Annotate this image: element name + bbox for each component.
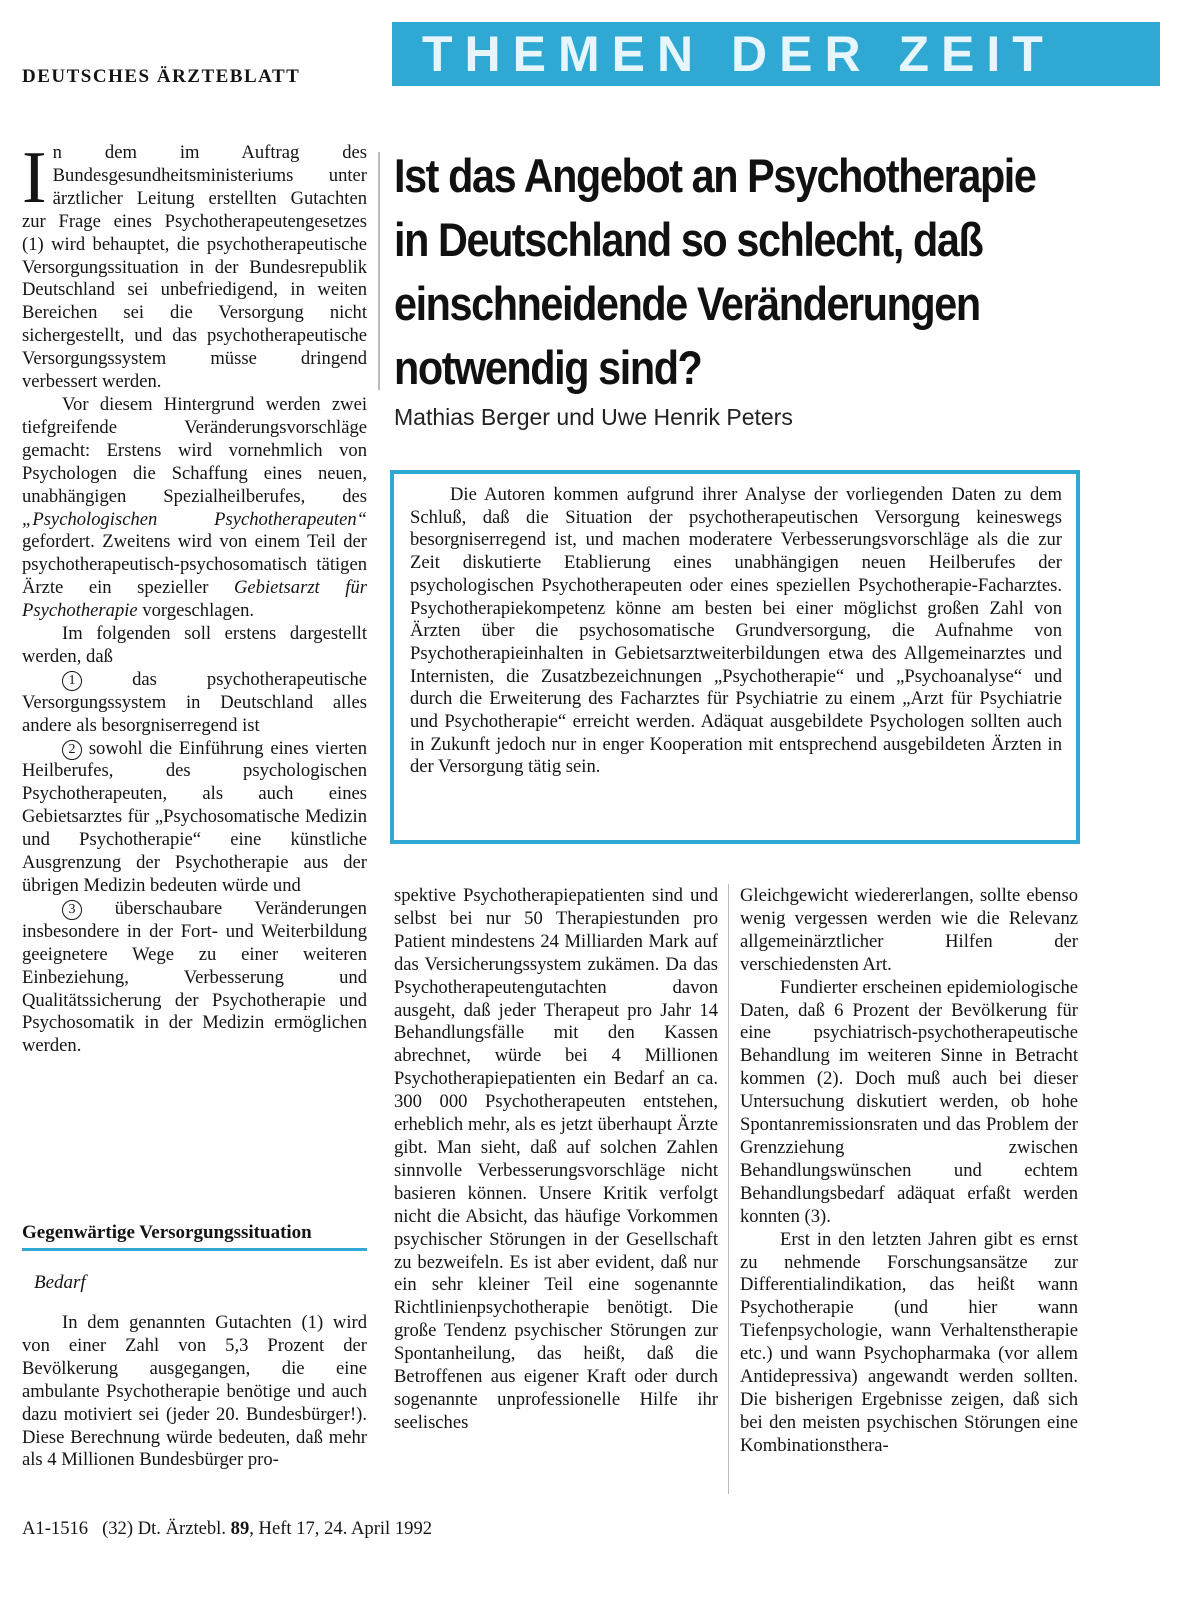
article-title: Ist das Angebot an Psychotherapie in Deutschland so schlecht, daß einschneidende Veränderungen notwendig sind? bbox=[394, 149, 1036, 394]
list-item bbox=[22, 669, 367, 738]
column-divider bbox=[728, 884, 729, 1494]
section-banner bbox=[392, 22, 1160, 86]
text-run: gefordert. Zweitens wird von einem Teil der psychotherapeutisch-psychosomatisch tätigen Ärzte ein spezieller bbox=[22, 531, 367, 599]
intro-column bbox=[22, 137, 367, 1058]
subsection-heading: Bedarf bbox=[34, 1272, 86, 1293]
page-number: A1-1516 bbox=[22, 1518, 89, 1539]
text-run: Vor diesem Hintergrund werden zwei tiefgreifende Veränderungsvorschläge gemacht: Erstens wird vornehmlich von Psychologen die Schaffung eines neuen, unabhängigen Spezialheilberufes, des bbox=[22, 393, 367, 507]
circled-number: 2 bbox=[62, 740, 82, 760]
intro-paragraph-3: Im folgenden soll erstens dargestellt werden, daß bbox=[22, 623, 367, 667]
list-item bbox=[22, 738, 367, 898]
column-divider bbox=[378, 152, 380, 390]
list-item-text: überschaubare Veränderungen insbesondere in der Fort- und Weiterbildung geeignetere Wege zu einer weiteren Einbeziehung, Verbesserung und Qualitätssicherung der Psychotherapie und Psychosomatik in der Medizin ermöglichen werden. bbox=[22, 897, 367, 1057]
abstract-text: Die Autoren kommen aufgrund ihrer Analyse der vorliegenden Daten zu dem Schluß, daß die Situation der psychotherapeutischen Versorgung keineswegs besorgniserregend ist, und machen moderatere Verbesserungsvorschläge als die zur Zeit diskutierte Etablierung eines unabhängigen neuen Heilberufes der psychologischen Psychotherapeuten oder eines speziellen Psychotherapie-Facharztes. Psychotherapiekompetenz könne am besten bei einer möglichst großen Zahl von Ärzten über die psychosomatische Grundversorgung, die Aufnahme von Psychotherapieinhalten in Gebietsarztweiterbildungen etwa des Allgemeinarztes und Internisten, die Zusatzbezeichnungen „Psychotherapie“ und „Psychoanalyse“ und durch die Erweiterung des Facharztes für Psychiatrie zu einem „Arzt für Psychiatrie und Psychotherapie“ erreicht werden. Adäquat ausgebildete Psychologen sollten auch in Zukunft jedoch nur in enger Kooperation mit entsprechend ausgebildeten Ärzten in der Versorgung tätig sein. bbox=[410, 484, 1062, 778]
journal-name: DEUTSCHES ÄRZTEBLATT bbox=[22, 66, 301, 87]
list-item-text: das psychotherapeutische Versorgungssystem in Deutschland alles andere als besorgniserregend ist bbox=[22, 668, 367, 736]
circled-number: 3 bbox=[62, 900, 82, 920]
page-footer bbox=[22, 1518, 432, 1540]
emphasis-run: „Psychologischen Psychotherapeuten“ bbox=[22, 508, 367, 530]
citation-text: (32) Dt. Ärztebl. bbox=[102, 1518, 231, 1539]
body-paragraph: Fundierter erscheinen epidemiologische Daten, daß 6 Prozent der Bevölkerung für eine psychiatrisch-psychotherapeutische Behandlung im weiteren Sinne in Betracht kommen (2). Doch muß auch bei dieser Untersuchung diskutiert werden, ob hohe Spontanremissionsraten und das Problem der Grenzziehung zwischen Behandlungswünschen und echtem Behandlungsbedarf adäquat erfaßt werden konnten (3). bbox=[740, 976, 1078, 1227]
citation-text: , Heft 17, 24. April 1992 bbox=[249, 1518, 433, 1539]
body-paragraph: Erst in den letzten Jahren gibt es ernst zu nehmende Forschungsansätze zur Differentialindikation, das heißt wann Psychotherapie (und hier wann Tiefenpsychologie, wann Verhaltenstherapie etc.) und wann Psychopharmaka (vor allem Antidepressiva) angewandt werden sollten. Die bisherigen Ergebnisse zeigen, daß sich bei den meisten psychischen Störungen eine Kombinationsthera- bbox=[740, 1228, 1078, 1456]
section-title: THEMEN DER ZEIT bbox=[422, 26, 1055, 82]
circled-number: 1 bbox=[62, 671, 82, 691]
intro-paragraph-1 bbox=[22, 137, 367, 394]
body-column-left bbox=[22, 1312, 367, 1472]
list-item bbox=[22, 898, 367, 1058]
body-column-middle bbox=[394, 885, 718, 1435]
drop-cap: I bbox=[22, 137, 47, 219]
volume-number: 89 bbox=[230, 1518, 250, 1539]
intro-paragraph-1-text: n dem im Auftrag des Bundesgesundheitsministeriums unter ärztlicher Leitung erstellten Gutachten zur Frage eines Psychotherapeutengesetzes (1) wird behauptet, die psychotherapeutische Versorgungssituation in der Bundesrepublik Deutschland sei unbefriedigend, in weiten Bereichen sei die Versorgung nicht sichergestellt, und das psychotherapeutische Versorgungssystem müsse dringend verbessert werden. bbox=[22, 142, 367, 393]
body-paragraph: In dem genannten Gutachten (1) wird von einer Zahl von 5,3 Prozent der Bevölkerung ausgegangen, die eine ambulante Psychotherapie benötige und auch dazu motiviert sei (jeder 20. Bundesbürger!). Diese Berechnung würde bedeuten, daß mehr als 4 Millionen Bundesbürger pro- bbox=[22, 1312, 367, 1471]
body-column-right bbox=[740, 885, 1078, 1458]
list-item-text: sowohl die Einführung eines vierten Heilberufes, des psychologischen Psychotherapeuten, als auch eines Gebietsarztes für „Psychosomatische Medizin und Psychotherapie“ eine künstliche Ausgrenzung der Psychotherapie aus der übrigen Medizin bedeuten würde und bbox=[22, 737, 367, 896]
emphasis-run: Gebietsarzt für Psychotherapie bbox=[22, 577, 367, 622]
body-paragraph: Gleichgewicht wiedererlangen, sollte ebenso wenig vergessen werden wie die Relevanz allgemeinärztlicher Hilfen der verschiedensten Art. bbox=[740, 885, 1078, 975]
heading-underline bbox=[22, 1248, 367, 1251]
text-run: vorgeschlagen. bbox=[137, 600, 255, 622]
body-paragraph: spektive Psychotherapiepatienten sind und selbst bei nur 50 Therapiestunden pro Patient mindestens 24 Milliarden Mark auf das Versicherungssystem zukämen. Da das Psychotherapeutengutachten davon ausgeht, daß jeder Therapeut pro Jahr 14 Behandlungsfälle mit den Kassen abrechnet, würde bei 4 Millionen Psychotherapiepatienten ein Bedarf an ca. 300 000 Psychotherapeuten entstehen, erheblich mehr, als es jetzt überhaupt Ärzte gibt. Man sieht, daß auf solchen Zahlen sinnvolle Verbesserungsvorschläge nicht basieren können. Unsere Kritik verfolgt nicht die Absicht, das häufige Vorkommen psychischer Störungen in der Gesellschaft zu bezweifeln. Es ist aber evident, daß nur ein sehr kleiner Teil eine sogenannte Richtlinienpsychotherapie benötigt. Die große Tendenz psychischer Störungen zur Spontanheilung, das heißt, daß die Betroffenen aus eigener Kraft oder durch sogenannte unprofessionelle Hilfe ihr seelisches bbox=[394, 885, 718, 1433]
intro-paragraph-2 bbox=[22, 394, 367, 623]
article-authors: Mathias Berger und Uwe Henrik Peters bbox=[394, 404, 793, 430]
section-heading: Gegenwärtige Versorgungssituation bbox=[22, 1222, 312, 1243]
